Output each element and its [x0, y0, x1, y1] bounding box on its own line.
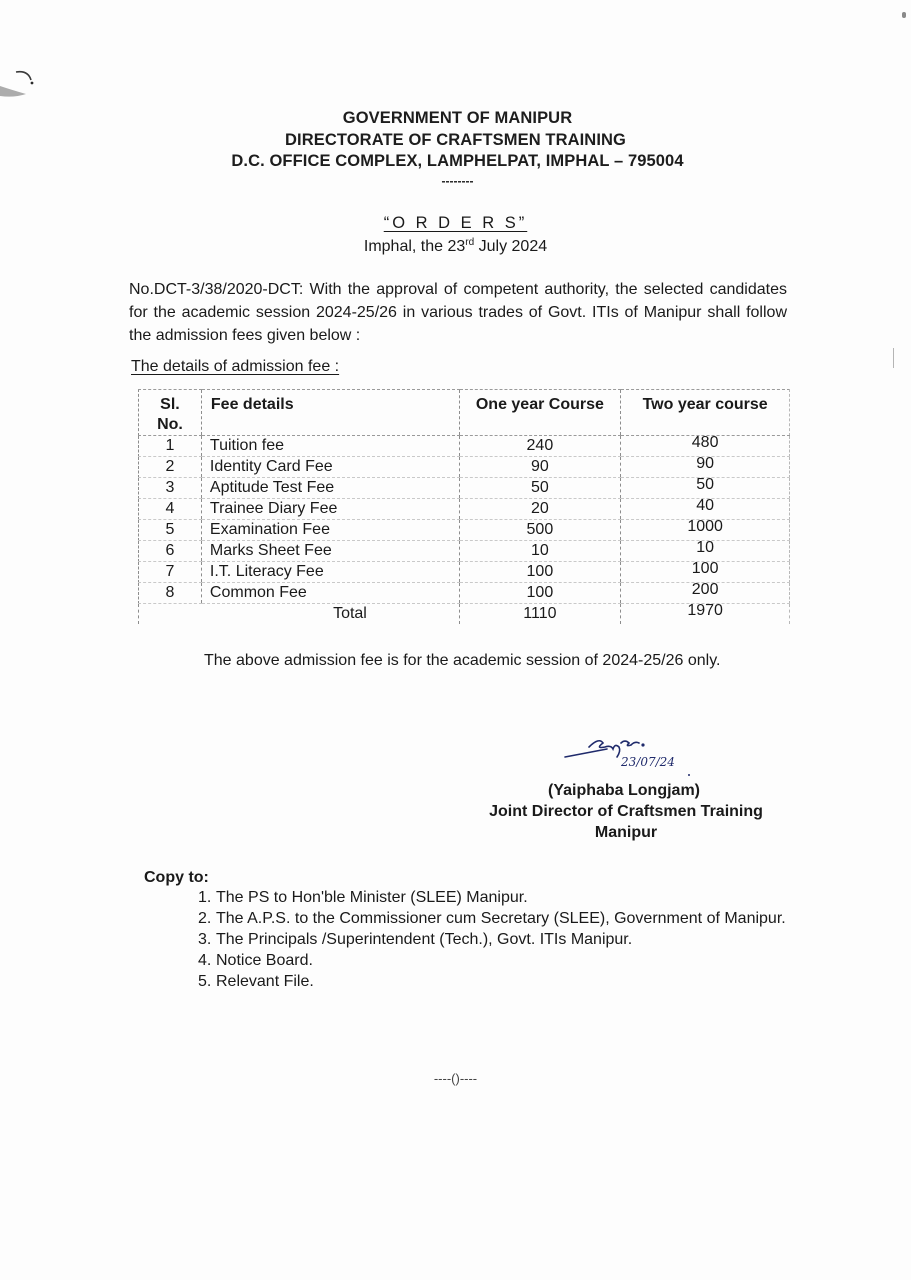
- scan-mark-artifact: [893, 348, 894, 368]
- order-title-text: “O R D E R S”: [383, 214, 528, 232]
- list-item-number: 2.: [198, 910, 212, 927]
- cell-two-year: 480: [621, 433, 790, 454]
- cell-fee-name: Aptitude Test Fee: [201, 478, 459, 499]
- cell-one-year: 240: [459, 436, 621, 457]
- scan-punch-hole-artifact: [0, 68, 40, 102]
- cell-fee-name: Marks Sheet Fee: [201, 541, 459, 562]
- cell-one-year: 10: [459, 541, 621, 562]
- cell-two-year: 1000: [621, 517, 790, 538]
- list-item: [198, 908, 798, 929]
- order-date-prefix: Imphal, the 23: [363, 238, 466, 255]
- list-item-text: The Principals /Superintendent (Tech.), Govt. ITIs Manipur.: [216, 931, 633, 948]
- cell-one-year: 90: [459, 457, 621, 478]
- admission-fee-table: [138, 389, 790, 624]
- header-two-year-course: Two year course: [621, 390, 790, 436]
- cell-sl: 4: [139, 499, 202, 520]
- list-item-number: 5.: [198, 973, 212, 990]
- signature-date: 23/07/24: [621, 755, 675, 769]
- order-date-rest: July 2024: [474, 238, 548, 255]
- list-item: [198, 887, 798, 908]
- letterhead-directorate: DIRECTORATE OF CRAFTSMEN TRAINING: [285, 131, 626, 149]
- cell-fee-name: Identity Card Fee: [201, 457, 459, 478]
- fee-details-heading: The details of admission fee :: [131, 358, 340, 375]
- order-date-ordinal: rd: [465, 237, 475, 248]
- cell-fee-name: Trainee Diary Fee: [201, 499, 459, 520]
- list-item-number: 4.: [198, 952, 212, 969]
- cell-total-two-year: 1970: [621, 601, 790, 622]
- order-paragraph: No.DCT-3/38/2020-DCT: With the approval of competent authority, the selected candidates for the academic session 2024-25/26 in various trades of Govt. ITIs of Manipur shall follow the admission fees given below :: [129, 281, 787, 344]
- cell-total-label: Total: [333, 605, 367, 623]
- cell-one-year: 100: [459, 583, 621, 604]
- scan-mark-artifact: [902, 12, 906, 18]
- signature-image: [555, 735, 705, 781]
- signatory-name: (Yaiphaba Longjam): [547, 782, 700, 799]
- cell-total-sl-empty: [139, 604, 202, 625]
- cell-two-year: 100: [621, 559, 790, 580]
- cell-two-year: 40: [621, 496, 790, 517]
- header-sl: Sl.: [160, 396, 180, 413]
- cell-one-year: 100: [459, 562, 621, 583]
- cell-one-year: 20: [459, 499, 621, 520]
- cell-sl: 2: [139, 457, 202, 478]
- header-no: No.: [157, 416, 183, 433]
- cell-total-one-year: 1110: [459, 604, 621, 625]
- header-sl-no: [139, 390, 202, 436]
- session-note: The above admission fee is for the academic session of 2024-25/26 only.: [204, 652, 721, 669]
- list-item-number: 3.: [198, 931, 212, 948]
- list-item-text: The A.P.S. to the Commissioner cum Secretary (SLEE), Government of Manipur.: [216, 910, 786, 927]
- header-one-year-course: One year Course: [459, 390, 621, 436]
- cell-one-year: 500: [459, 520, 621, 541]
- cell-fee-name: I.T. Literacy Fee: [201, 562, 459, 583]
- order-title: [0, 214, 911, 233]
- cell-two-year: 90: [621, 454, 790, 475]
- list-item-text: The PS to Hon'ble Minister (SLEE) Manipur.: [216, 889, 528, 906]
- letterhead-government: GOVERNMENT OF MANIPUR: [342, 109, 573, 127]
- cell-sl: 7: [139, 562, 202, 583]
- cell-fee-name: Common Fee: [201, 583, 459, 604]
- order-date: [0, 237, 911, 256]
- table-header-row: [139, 390, 790, 436]
- list-item: [198, 950, 798, 971]
- list-item-text: Relevant File.: [216, 973, 314, 990]
- signatory-place: Manipur: [594, 824, 658, 841]
- list-item-number: 1.: [198, 889, 212, 906]
- cell-sl: 8: [139, 583, 202, 604]
- cell-two-year: 10: [621, 538, 790, 559]
- cell-fee-name: Tuition fee: [201, 436, 459, 457]
- list-item: [198, 929, 798, 950]
- cell-sl: 1: [139, 436, 202, 457]
- cell-sl: 3: [139, 478, 202, 499]
- list-item: [198, 971, 798, 992]
- cell-one-year: 50: [459, 478, 621, 499]
- copy-to-list: [198, 887, 798, 992]
- copy-to-label: Copy to:: [144, 869, 209, 886]
- cell-sl: 5: [139, 520, 202, 541]
- letterhead-separator: --------: [441, 174, 474, 188]
- cell-fee-name: Examination Fee: [201, 520, 459, 541]
- header-fee-details: Fee details: [201, 390, 459, 436]
- cell-sl: 6: [139, 541, 202, 562]
- table-total-row: [139, 604, 790, 625]
- signatory-designation: Joint Director of Craftsmen Training: [489, 803, 763, 820]
- end-of-document-mark: ----()----: [433, 1071, 478, 1086]
- list-item-text: Notice Board.: [216, 952, 313, 969]
- cell-two-year: 200: [621, 580, 790, 601]
- letterhead-address: D.C. OFFICE COMPLEX, LAMPHELPAT, IMPHAL – 795004: [231, 152, 684, 170]
- cell-two-year: 50: [621, 475, 790, 496]
